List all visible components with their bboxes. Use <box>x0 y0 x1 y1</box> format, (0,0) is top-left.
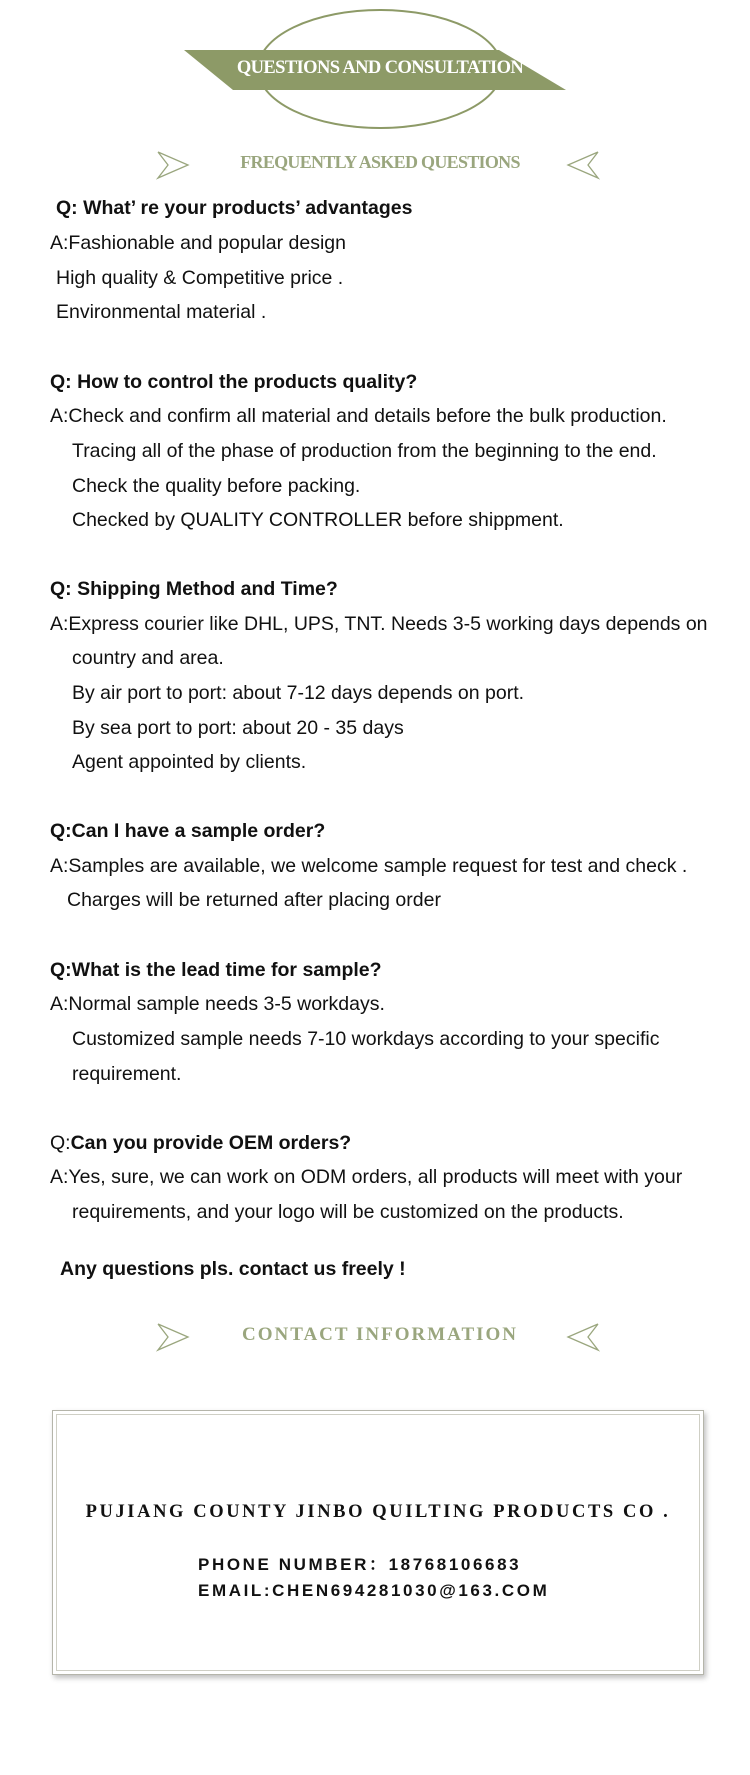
faq-header-label: FREQUENTLY ASKED QUESTIONS <box>240 152 520 172</box>
faq-question-text: Can you provide OEM orders? <box>70 1132 352 1154</box>
contact-card-inner <box>56 1414 700 1671</box>
consultation-banner <box>180 6 580 134</box>
arrow-left-icon <box>566 150 600 180</box>
faq-answer-line: A:Normal sample needs 3-5 workdays. <box>50 993 385 1015</box>
faq-question: Q: Shipping Method and Time? <box>50 578 338 600</box>
faq-answer-line: A:Express courier like DHL, UPS, TNT. Needs 3-5 working days depends on <box>50 613 708 635</box>
faq-answer-line: By air port to port: about 7-12 days depends on port. <box>72 682 525 704</box>
faq-header <box>150 144 610 184</box>
faq-answer-line: Environmental material . <box>56 301 267 323</box>
faq-answer-line: requirement. <box>72 1063 182 1085</box>
faq-question: Q: What’ re your products’ advantages <box>56 197 413 219</box>
faq-answer-line: A:Check and confirm all material and details before the bulk production. <box>50 405 667 427</box>
faq-answer-line: country and area. <box>72 647 224 669</box>
faq-answer-line: High quality & Competitive price . <box>56 267 344 289</box>
faq-question: Q: How to control the products quality? <box>50 371 418 393</box>
faq-question: Q:Can I have a sample order? <box>50 820 326 842</box>
contact-card <box>52 1410 704 1675</box>
faq-answer-line: A:Yes, sure, we can work on ODM orders, all products will meet with your <box>50 1166 683 1188</box>
faq-question-prefix: Q: <box>50 1132 71 1154</box>
arrow-right-icon <box>156 150 190 180</box>
faq-answer-line: Charges will be returned after placing order <box>67 889 441 911</box>
company-name: PUJIANG COUNTY JINBO QUILTING PRODUCTS CO . <box>85 1502 671 1522</box>
faq-answer-line: requirements, and your logo will be customized on the products. <box>72 1201 624 1223</box>
faq-answer-line: A:Fashionable and popular design <box>50 232 346 254</box>
contact-header-label: CONTACT INFORMATION <box>241 1324 519 1345</box>
email-address: EMAIL:CHEN694281030@163.COM <box>198 1581 550 1600</box>
faq-answer-line: Agent appointed by clients. <box>72 751 307 773</box>
faq-answer-line: Checked by QUALITY CONTROLLER before shippment. <box>72 509 564 531</box>
faq-answer-line: Tracing all of the phase of production from the beginning to the end. <box>72 440 657 462</box>
closing-note: Any questions pls. contact us freely ! <box>60 1258 406 1280</box>
faq-answer-line: Check the quality before packing. <box>72 475 361 497</box>
faq-answer-line: A:Samples are available, we welcome sample request for test and check . <box>50 855 688 877</box>
faq-answer-line: By sea port to port: about 20 - 35 days <box>72 717 404 739</box>
arrow-left-icon <box>566 1322 600 1352</box>
faq-question: Q:What is the lead time for sample? <box>50 959 382 981</box>
phone-number: PHONE NUMBER：18768106683 <box>198 1555 522 1574</box>
arrow-right-icon <box>156 1322 190 1352</box>
banner-title: QUESTIONS AND CONSULTATION <box>236 58 524 78</box>
faq-answer-line: Customized sample needs 7-10 workdays according to your specific <box>72 1028 660 1050</box>
contact-header <box>150 1316 610 1356</box>
faq-question <box>50 1131 351 1155</box>
